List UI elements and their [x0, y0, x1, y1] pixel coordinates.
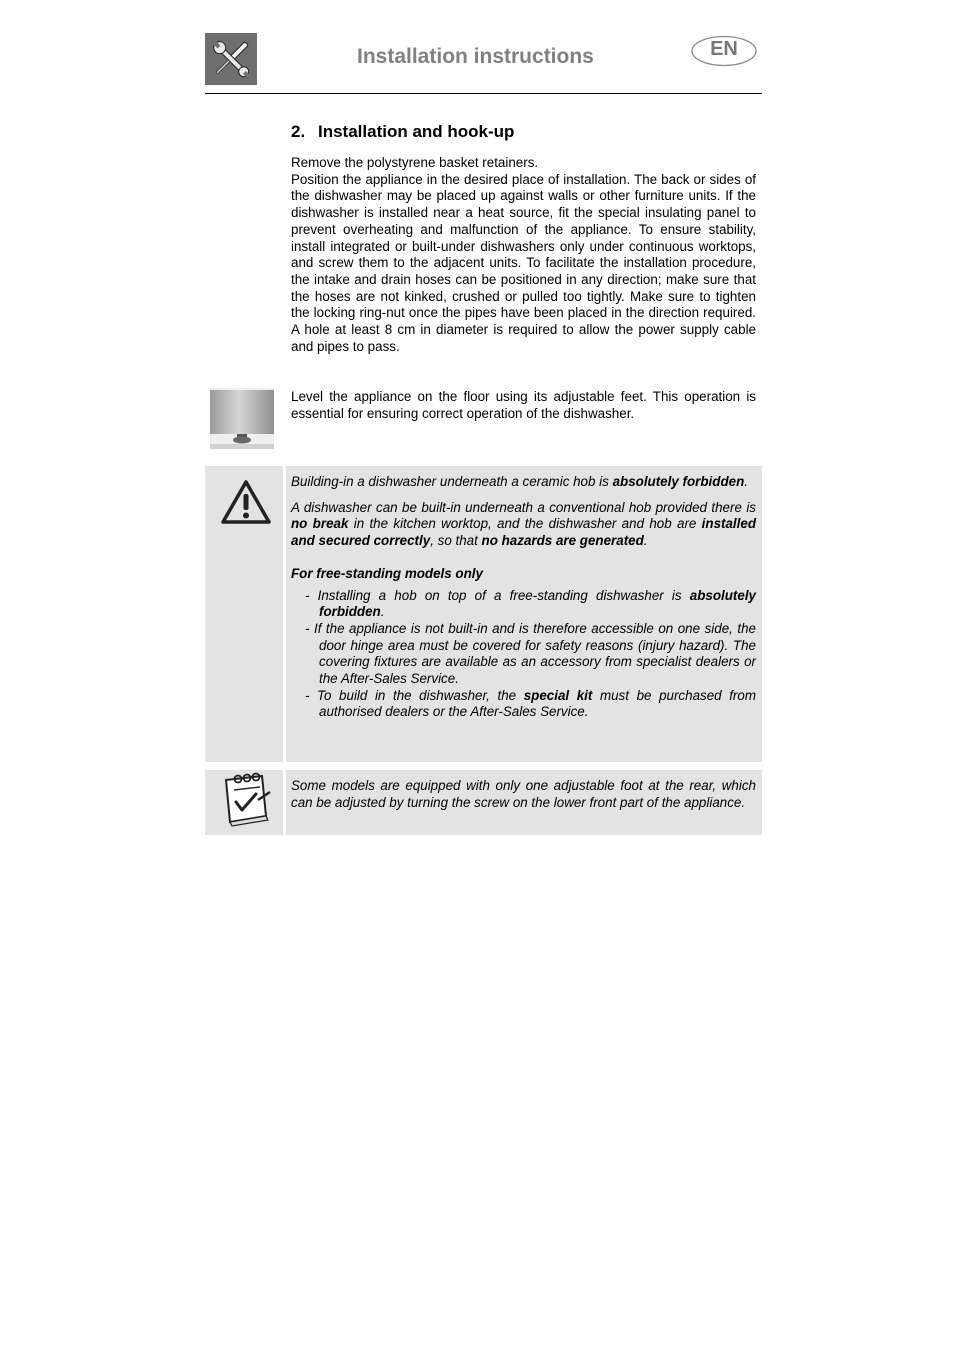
section-heading — [291, 122, 514, 142]
warning-icon-cell — [205, 466, 283, 762]
warning-triangle-icon — [220, 478, 272, 526]
warning-list — [291, 588, 756, 722]
note-text: Some models are equipped with only one adjustable foot at the rear, which can be adjusted by turning the screw on the lower front part of the appliance. — [291, 778, 756, 810]
list-item: - If the appliance is not built-in and is therefore accessible on one side, the door hinge area must be covered for safety reasons (injury hazard). The covering fixtures are available as an accessory from specialist dealers or the After-Sales Service. — [305, 620, 756, 687]
intro-paragraph: Position the appliance in the desired place of installation. The back or sides of the dishwasher may be placed up against walls or other furniture units. If the dishwasher is installed near a heat source, fit the special insulating panel to prevent overheating and malfunction of the appliance. To ensure stability, install integrated or built-under dishwashers only under continuous worktops, and screw them to the adjacent units. To facilitate the installation procedure, the intake and drain hoses can be positioned in any direction; make sure that the hoses are not kinked, crushed or pulled too tightly. Make sure to tighten the locking ring-nut once the pipes have been placed in the direction required. A hole at least 8 cm in diameter is required to allow the power supply cable and pipes to pass. — [291, 171, 756, 354]
language-code: EN — [710, 38, 738, 60]
list-item: - Installing a hob on top of a free-standing dishwasher is absolutely forbidden. — [305, 587, 756, 620]
warning-text — [291, 474, 756, 721]
intro-line: Remove the polystyrene basket retainers. — [291, 155, 539, 170]
warning-box — [205, 466, 762, 762]
notepad-check-icon — [216, 772, 274, 828]
list-item: - To build in the dishwasher, the special kit must be purchased from authorised dealers or the After-Sales Service. — [305, 687, 756, 720]
language-badge — [691, 35, 755, 65]
note-icon-cell — [205, 770, 283, 835]
warning-content — [286, 466, 762, 762]
page-header — [205, 33, 762, 94]
tools-icon — [205, 33, 257, 85]
section-number: 2. — [291, 122, 306, 141]
note-box — [205, 770, 762, 835]
note-content — [286, 770, 762, 835]
header-divider — [205, 93, 762, 94]
intro-text — [291, 155, 756, 355]
page-title: Installation instructions — [357, 45, 594, 68]
leveling-text: Level the appliance on the floor using its adjustable feet. This operation is essential for ensuring correct operation of the dishwasher. — [291, 389, 756, 421]
warning-subheading: For free-standing models only — [291, 565, 483, 581]
section-title: Installation and hook-up — [318, 122, 515, 141]
adjustable-foot-illustration — [210, 388, 274, 449]
warning-paragraph-2: A dishwasher can be built-in underneath a conventional hob provided there is no break in the kitchen worktop, and the dishwasher and hob are installed and secured correctly, so that no hazards are generated. — [291, 499, 756, 549]
warning-paragraph-1: Building-in a dishwasher underneath a ceramic hob is absolutely forbidden. — [291, 474, 748, 489]
